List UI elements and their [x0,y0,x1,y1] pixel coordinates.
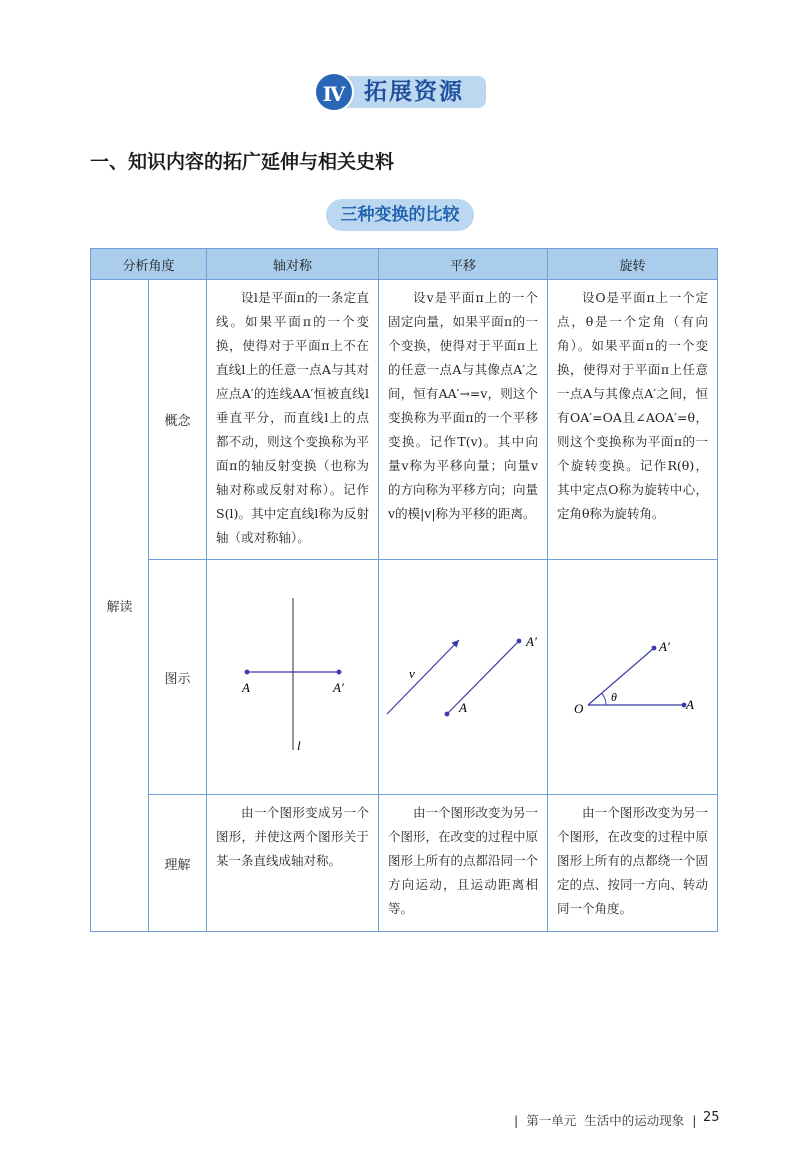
rotation-label-a: A [686,697,694,712]
row-label-diagram: 图示 [149,560,207,795]
reflection-label-a: A [242,680,250,695]
rotation-point-a-prime [652,646,657,651]
translation-label-v: v [409,666,415,681]
concept-rotation-text: 设O是平面π上一个定点，θ是一个定角（有向角）。如果平面π的一个变换，使得对于平面π上任意一点A与其像点A′之间，恒有OA′=OA且∠AOA′=θ，则这个变换称为平面π的一个旋转变换。记作R(θ)，其中定点O称为旋转中心，定角θ称为旋转角。 [557,290,709,521]
header-translation: 平移 [379,249,548,280]
concept-translation-cell [379,280,548,560]
section-title: 一、知识内容的拓广延伸与相关史料 [90,151,395,173]
rotation-label-o: O [574,701,584,716]
understanding-reflection-text: 由一个图形变成另一个图形，并使这两个图形关于某一条直线成轴对称。 [216,805,370,868]
diagram-translation-cell [379,560,548,795]
understanding-rotation-text: 由一个图形改变为另一个图形，在改变的过程中原图形上所有的点都绕一个固定的点、按同一方向、转动同一个角度。 [557,805,709,916]
diagram-reflection-cell [207,560,379,795]
understanding-translation-text: 由一个图形改变为另一个图形，在改变的过程中原图形上所有的点都沿同一个方向运动，且运动距离相等。 [388,805,539,916]
header-reflection: 轴对称 [207,249,379,280]
rotation-ray-oa-prime [588,648,654,705]
reflection-label-axis: l [297,738,301,753]
table-row-concept [91,280,718,560]
concept-rotation-cell [548,280,718,560]
translation-label-a: A [459,700,467,715]
table-row-understanding [91,795,718,932]
translation-label-a-prime: A′ [526,634,537,649]
rotation-angle-arc [602,693,606,705]
footer-unit: 第一单元 [526,1113,577,1128]
table-header-row [91,249,718,280]
reflection-diagram [207,560,378,794]
rotation-label-theta: θ [611,690,617,704]
understanding-reflection-cell [207,795,379,932]
translation-segment [447,641,519,714]
row-label-understanding: 理解 [149,795,207,932]
header-analysis-angle: 分析角度 [91,249,207,280]
concept-reflection-text: 设l是平面π的一条定直线。如果平面π的一个变换，使得对于平面π上不在直线l上的任意一点A与其对应点A′的连线AA′恒被直线l垂直平分，而直线l上的点都不动，则这个变换称为平面π的轴反射变换（也称为轴对称或反射对称）。记作S(l)。其中定直线l称为反射轴（或对称轴）。 [216,290,370,545]
reflection-point-a [245,670,250,675]
concept-translation-text: 设v是平面π上的一个固定向量，如果平面π的一个变换，使得对于平面π上的任意一点A与其像点A′之间，恒有AA′→=v，则这个变换称为平面π的一个平移变换。记作T(v)。其中向量v称为平移向量；向量v的方向称为平移方向；向量v的模|v|称为平移的距离。 [388,290,539,521]
subsection-title: 三种变换的比较 [326,199,474,231]
comparison-table [90,248,718,932]
footer-separator-right: | [692,1113,697,1128]
chapter-number-badge: Ⅳ [314,72,354,112]
translation-diagram [379,560,547,794]
chapter-title: 拓展资源 [364,79,464,105]
reflection-point-a-prime [337,670,342,675]
understanding-translation-cell [379,795,548,932]
page-footer [510,1111,700,1129]
chapter-banner [314,72,486,112]
group-label-interpretation: 解读 [91,280,149,932]
rotation-diagram [548,560,717,794]
page-number: 25 [703,1110,720,1125]
translation-point-a [445,712,450,717]
concept-reflection-cell [207,280,379,560]
rotation-label-a-prime: A′ [659,639,670,654]
translation-point-a-prime [517,639,522,644]
diagram-rotation-cell [548,560,718,795]
row-label-concept: 概念 [149,280,207,560]
footer-unit-title: 生活中的运动现象 [584,1113,685,1128]
reflection-label-a-prime: A′ [333,680,344,695]
footer-separator-left: | [514,1113,519,1128]
translation-vector [387,640,459,714]
header-rotation: 旋转 [548,249,718,280]
understanding-rotation-cell [548,795,718,932]
table-row-diagram [91,560,718,795]
